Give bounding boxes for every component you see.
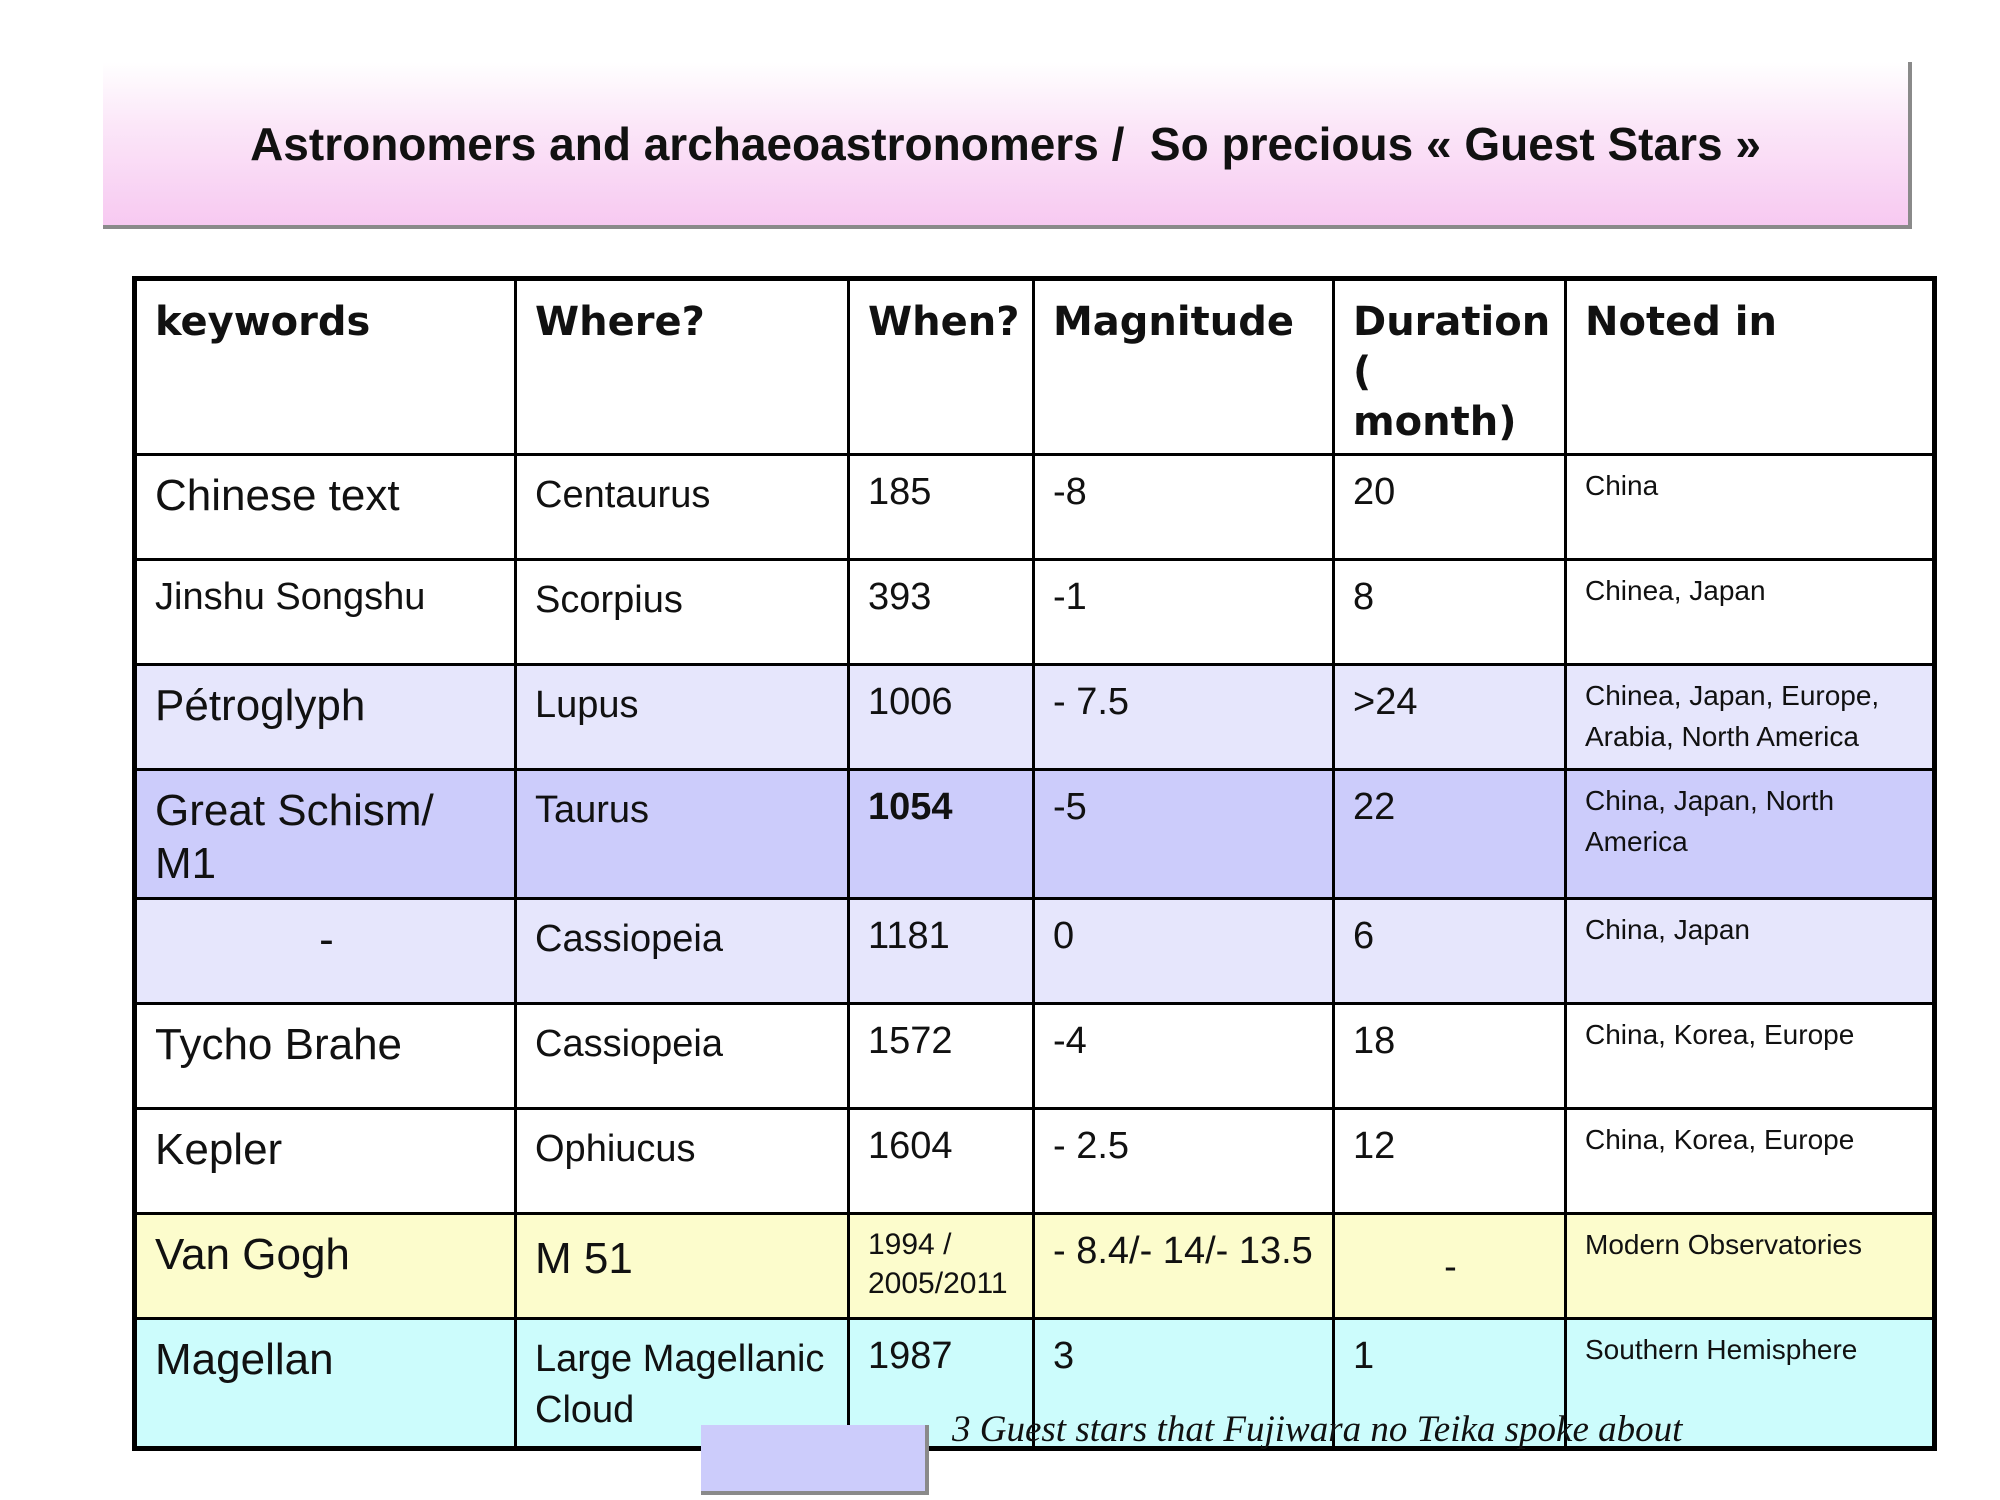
cell-duration: 6 [1334,898,1566,1003]
cell-noted-in: China, Japan [1566,898,1935,1003]
table-row [135,665,1935,770]
cell-when: 1994 / 2005/2011 [849,1213,1034,1318]
table-header-row [135,279,1935,455]
cell-magnitude: -4 [1034,1003,1334,1108]
legend-color-swatch [701,1425,929,1495]
cell-magnitude: - 8.4/- 14/- 13.5 [1034,1213,1334,1318]
cell-duration: 8 [1334,560,1566,665]
cell-noted-in: China, Korea, Europe [1566,1108,1935,1213]
cell-noted-in: Southern Hemisphere [1566,1318,1935,1448]
cell-noted-in: China, Korea, Europe [1566,1003,1935,1108]
cell-duration: - [1334,1213,1566,1318]
cell-where: Centaurus [516,455,849,560]
cell-where: Lupus [516,665,849,770]
cell-keyword: Pétroglyph [135,665,516,770]
cell-duration: >24 [1334,665,1566,770]
cell-where: Cassiopeia [516,898,849,1003]
cell-where: Scorpius [516,560,849,665]
cell-noted-in: Modern Observatories [1566,1213,1935,1318]
cell-keyword: Great Schism/ M1 [135,770,516,899]
table-row [135,1108,1935,1213]
header-when: When? [849,279,1034,455]
table-row [135,560,1935,665]
cell-keyword: Van Gogh [135,1213,516,1318]
cell-magnitude: - 7.5 [1034,665,1334,770]
table-row [135,770,1935,899]
header-keywords: keywords [135,279,516,455]
cell-when: 393 [849,560,1034,665]
header-duration: Duration ( month) [1334,279,1566,455]
cell-noted-in: Chinea, Japan [1566,560,1935,665]
cell-magnitude: -1 [1034,560,1334,665]
cell-where: Cassiopeia [516,1003,849,1108]
cell-keyword: Kepler [135,1108,516,1213]
cell-duration: 20 [1334,455,1566,560]
cell-when: 1181 [849,898,1034,1003]
cell-duration: 1 [1334,1318,1566,1448]
table-row [135,1213,1935,1318]
cell-when: 1604 [849,1108,1034,1213]
cell-when: 1006 [849,665,1034,770]
table-row [135,1003,1935,1108]
cell-duration: 12 [1334,1108,1566,1213]
cell-when: 185 [849,455,1034,560]
cell-where: M 51 [516,1213,849,1318]
header-noted-in: Noted in [1566,279,1935,455]
cell-magnitude: -5 [1034,770,1334,899]
header-where: Where? [516,279,849,455]
cell-magnitude: -8 [1034,455,1334,560]
cell-where: Large Magellanic Cloud [516,1318,849,1448]
legend-caption: 3 Guest stars that Fujiwara no Teika spoke about [952,1409,1683,1450]
cell-magnitude: 0 [1034,898,1334,1003]
cell-keyword: Chinese text [135,455,516,560]
cell-when: 1572 [849,1003,1034,1108]
cell-keyword: - [135,898,516,1003]
cell-magnitude: - 2.5 [1034,1108,1334,1213]
table-row [135,898,1935,1003]
header-magnitude: Magnitude [1034,279,1334,455]
cell-magnitude: 3 [1034,1318,1334,1448]
title-banner [103,62,1912,229]
cell-keyword: Jinshu Songshu [135,560,516,665]
cell-keyword: Magellan [135,1318,516,1448]
cell-where: Taurus [516,770,849,899]
cell-when: 1987 [849,1318,1034,1448]
cell-where: Ophiucus [516,1108,849,1213]
cell-noted-in: China [1566,455,1935,560]
table-row [135,455,1935,560]
slide-title: Astronomers and archaeoastronomers / So precious « Guest Stars » [250,117,1761,170]
cell-keyword: Tycho Brahe [135,1003,516,1108]
cell-duration: 22 [1334,770,1566,899]
cell-duration: 18 [1334,1003,1566,1108]
guest-stars-table [132,276,1937,1451]
cell-noted-in: Chinea, Japan, Europe, Arabia, North America [1566,665,1935,770]
cell-noted-in: China, Japan, North America [1566,770,1935,899]
cell-when: 1054 [849,770,1034,899]
